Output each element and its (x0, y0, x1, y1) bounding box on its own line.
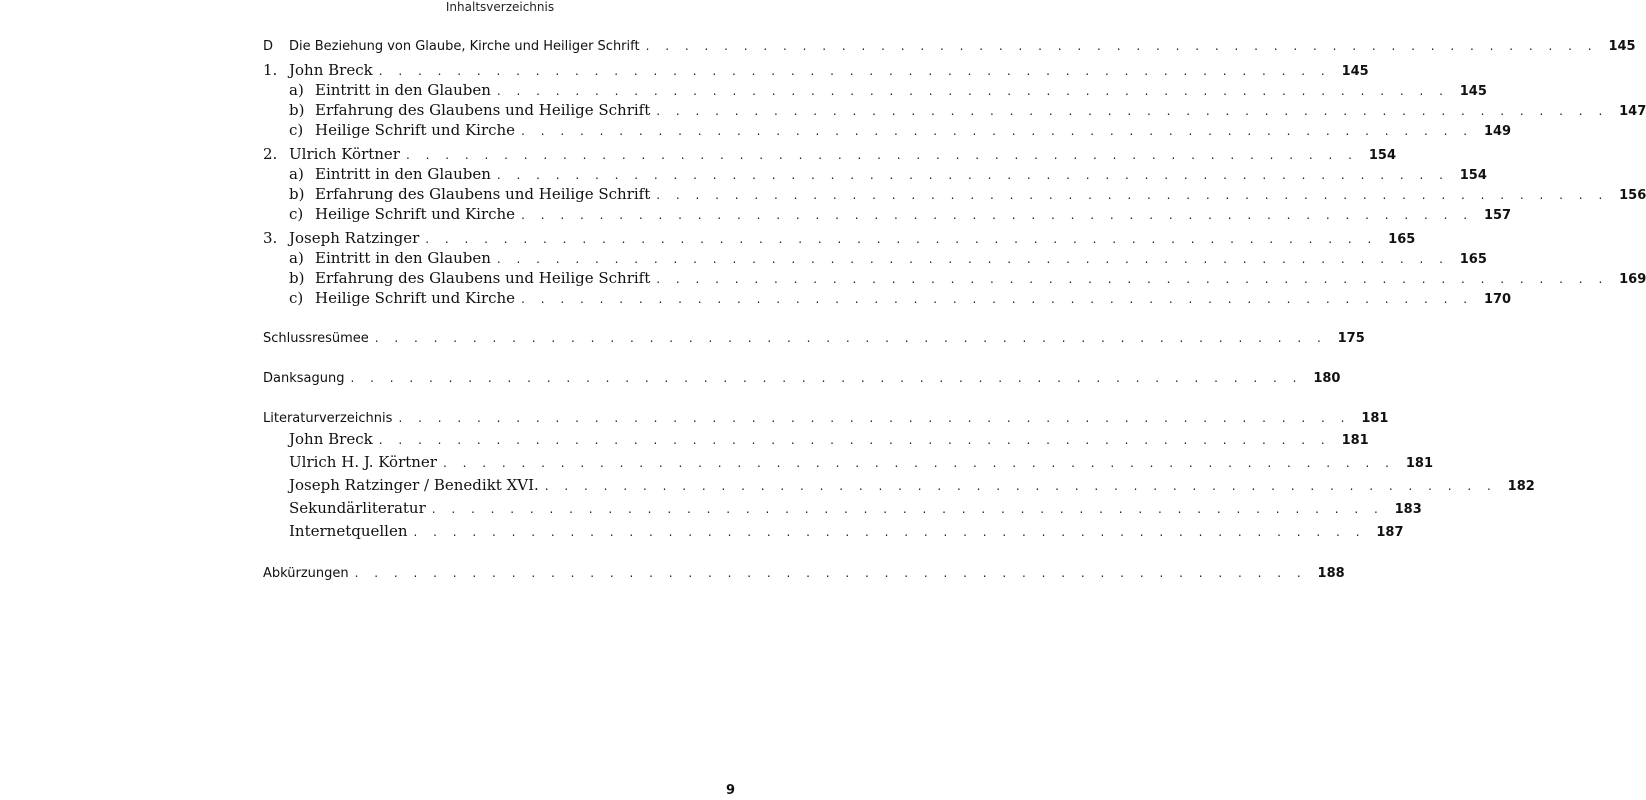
leader-dots: . . . . . . . . . . . . . . . . . . . . . . . . . . . . . . . . . . . . . . . . . . . . . . . . . (656, 104, 1609, 118)
page-ref: 156 (1619, 188, 1646, 203)
leader-dots: . . . . . . . . . . . . . . . . . . . . . . . . . . . . . . . . . . . . . . . . . . . . . . . . . (378, 433, 1331, 447)
toc-danksagung (263, 368, 1341, 388)
page-ref: 147 (1619, 104, 1646, 119)
subsection-letter: a) (289, 165, 304, 183)
toc-subsection (263, 204, 1512, 224)
toc-literature-item (263, 497, 1422, 520)
running-head: Inhaltsverzeichnis (445, 0, 555, 14)
toc-subsection (263, 248, 1487, 268)
subsection-letter: a) (289, 81, 304, 99)
subsection-title: Erfahrung des Glaubens und Heilige Schrift (315, 269, 651, 287)
section-title: Die Beziehung von Glaube, Kirche und Heiliger Schrift (289, 39, 640, 54)
literature-title: Joseph Ratzinger / Benedikt XVI. (289, 476, 539, 494)
toc-chapter-3 (263, 228, 1416, 248)
toc-chapter-1 (263, 60, 1369, 80)
leader-dots: . . . . . . . . . . . . . . . . . . . . . . . . . . . . . . . . . . . . . . . . . . . . . . . . . (442, 456, 1395, 470)
toc-section-d (263, 36, 1636, 56)
literature-title: Sekundärliteratur (289, 499, 426, 517)
section-title: Danksagung (263, 371, 345, 386)
toc-literature-item (263, 474, 1535, 497)
page-ref: 149 (1483, 124, 1512, 139)
toc-subsection (263, 268, 1646, 288)
leader-dots: . . . . . . . . . . . . . . . . . . . . . . . . . . . . . . . . . . . . . . . . . . . . . . . . . (496, 252, 1449, 266)
leader-dots: . . . . . . . . . . . . . . . . . . . . . . . . . . . . . . . . . . . . . . . . . . . . . . . . . (398, 411, 1351, 425)
leader-dots: . . . . . . . . . . . . . . . . . . . . . . . . . . . . . . . . . . . . . . . . . . . . . . . . . (378, 64, 1331, 78)
leader-dots: . . . . . . . . . . . . . . . . . . . . . . . . . . . . . . . . . . . . . . . . . . . . . . . . . (521, 292, 1474, 306)
leader-dots: . . . . . . . . . . . . . . . . . . . . . . . . . . . . . . . . . . . . . . . . . . . . . . . . . (374, 331, 1327, 345)
subsection-letter: c) (289, 289, 304, 307)
page-ref: 188 (1317, 566, 1345, 581)
page-ref: 157 (1483, 208, 1512, 223)
subsection-title: Eintritt in den Glauben (315, 165, 491, 183)
leader-dots: . . . . . . . . . . . . . . . . . . . . . . . . . . . . . . . . . . . . . . . . . . . . . . . . . (521, 208, 1474, 222)
chapter-number: 2. (263, 145, 278, 163)
leader-dots: . . . . . . . . . . . . . . . . . . . . . . . . . . . . . . . . . . . . . . . . . . . . . . . . . (496, 168, 1449, 182)
section-label: D (263, 39, 274, 54)
page-ref: 170 (1483, 292, 1512, 307)
leader-dots: . . . . . . . . . . . . . . . . . . . . . . . . . . . . . . . . . . . . . . . . . . . . . . . . . (645, 39, 1598, 53)
section-title: Literaturverzeichnis (263, 411, 393, 426)
leader-dots: . . . . . . . . . . . . . . . . . . . . . . . . . . . . . . . . . . . . . . . . . . . . . . . . . (656, 272, 1609, 286)
chapter-number: 3. (263, 229, 278, 247)
subsection-title: Eintritt in den Glauben (315, 249, 491, 267)
toc-subsection (263, 288, 1512, 308)
toc-literature-item (263, 428, 1369, 451)
leader-dots: . . . . . . . . . . . . . . . . . . . . . . . . . . . . . . . . . . . . . . . . . . . . . . . . . (431, 502, 1384, 516)
toc-subsection (263, 120, 1512, 140)
page-ref: 145 (1608, 39, 1636, 54)
subsection-title: Erfahrung des Glaubens und Heilige Schrift (315, 185, 651, 203)
section-title: Schlussresümee (263, 331, 369, 346)
page-ref: 180 (1313, 371, 1341, 386)
page-ref: 165 (1459, 252, 1487, 267)
page-ref: 182 (1507, 479, 1535, 494)
leader-dots: . . . . . . . . . . . . . . . . . . . . . . . . . . . . . . . . . . . . . . . . . . . . . . . . . (425, 232, 1378, 246)
toc-chapter-2 (263, 144, 1396, 164)
toc-subsection (263, 184, 1646, 204)
subsection-letter: b) (289, 185, 305, 203)
section-title: Abkürzungen (263, 566, 349, 581)
toc-abkuerzungen (263, 563, 1345, 583)
leader-dots: . . . . . . . . . . . . . . . . . . . . . . . . . . . . . . . . . . . . . . . . . . . . . . . . . (413, 525, 1366, 539)
page-ref: 187 (1376, 525, 1404, 540)
subsection-title: Heilige Schrift und Kirche (315, 205, 516, 223)
toc-literaturverzeichnis (263, 408, 1389, 428)
page-number: 9 (726, 783, 736, 798)
page-ref: 154 (1368, 148, 1396, 163)
chapter-title: Joseph Ratzinger (289, 229, 420, 247)
toc-subsection (263, 80, 1487, 100)
chapter-title: Ulrich Körtner (289, 145, 400, 163)
subsection-title: Eintritt in den Glauben (315, 81, 491, 99)
subsection-title: Heilige Schrift und Kirche (315, 289, 516, 307)
page-ref: 154 (1459, 168, 1487, 183)
toc-literature-item (263, 520, 1404, 543)
page-ref: 165 (1388, 232, 1416, 247)
chapter-title: John Breck (289, 61, 373, 79)
page-ref: 169 (1619, 272, 1646, 287)
subsection-letter: c) (289, 205, 304, 223)
toc-schlussresuemee (263, 328, 1365, 348)
leader-dots: . . . . . . . . . . . . . . . . . . . . . . . . . . . . . . . . . . . . . . . . . . . . . . . . . (354, 566, 1307, 580)
page-ref: 175 (1337, 331, 1365, 346)
page-ref: 181 (1405, 456, 1433, 471)
toc-subsection (263, 164, 1487, 184)
leader-dots: . . . . . . . . . . . . . . . . . . . . . . . . . . . . . . . . . . . . . . . . . . . . . . . . . (405, 148, 1358, 162)
leader-dots: . . . . . . . . . . . . . . . . . . . . . . . . . . . . . . . . . . . . . . . . . . . . . . . . . (496, 84, 1449, 98)
page-ref: 181 (1341, 433, 1369, 448)
leader-dots: . . . . . . . . . . . . . . . . . . . . . . . . . . . . . . . . . . . . . . . . . . . . . . . . . (521, 124, 1474, 138)
subsection-letter: b) (289, 101, 305, 119)
table-of-contents (263, 36, 1646, 583)
leader-dots: . . . . . . . . . . . . . . . . . . . . . . . . . . . . . . . . . . . . . . . . . . . . . . . . . (544, 479, 1497, 493)
toc-subsection (263, 100, 1646, 120)
subsection-letter: b) (289, 269, 305, 287)
chapter-number: 1. (263, 61, 278, 79)
subsection-letter: c) (289, 121, 304, 139)
page-ref: 183 (1394, 502, 1422, 517)
page-ref: 145 (1459, 84, 1487, 99)
leader-dots: . . . . . . . . . . . . . . . . . . . . . . . . . . . . . . . . . . . . . . . . . . . . . . . . . (350, 371, 1303, 385)
leader-dots: . . . . . . . . . . . . . . . . . . . . . . . . . . . . . . . . . . . . . . . . . . . . . . . . . (656, 188, 1609, 202)
toc-literature-item (263, 451, 1433, 474)
subsection-letter: a) (289, 249, 304, 267)
literature-title: John Breck (289, 430, 373, 448)
literature-title: Internetquellen (289, 522, 408, 540)
page-ref: 145 (1341, 64, 1369, 79)
subsection-title: Heilige Schrift und Kirche (315, 121, 516, 139)
subsection-title: Erfahrung des Glaubens und Heilige Schrift (315, 101, 651, 119)
literature-title: Ulrich H. J. Körtner (289, 453, 437, 471)
page-ref: 181 (1361, 411, 1389, 426)
